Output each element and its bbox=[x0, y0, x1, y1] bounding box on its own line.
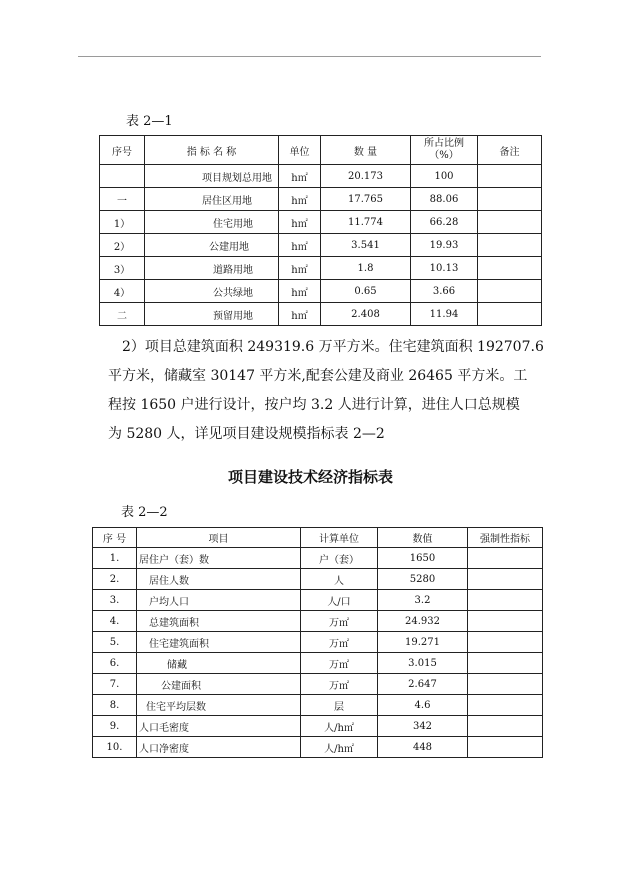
cell-value: 1650 bbox=[378, 548, 468, 569]
cell-unit: h㎡ bbox=[279, 188, 321, 211]
cell-name: 人口净密度 bbox=[137, 737, 301, 758]
table-row bbox=[100, 234, 542, 257]
cell-ratio: 66.28 bbox=[411, 211, 478, 234]
col-header-no: 序号 bbox=[100, 136, 145, 165]
table-row bbox=[93, 611, 543, 632]
cell-unit: 万㎡ bbox=[301, 653, 378, 674]
col-header-unit: 计算单位 bbox=[301, 528, 378, 548]
cell-name: 居住户（套）数 bbox=[137, 548, 301, 569]
cell-mandatory bbox=[468, 632, 543, 653]
cell-mandatory bbox=[468, 674, 543, 695]
cell-no: 1. bbox=[93, 548, 137, 569]
cell-no: 二 bbox=[100, 303, 145, 326]
cell-note bbox=[478, 303, 542, 326]
cell-ratio: 100 bbox=[411, 165, 478, 188]
cell-name: 住宅建筑面积 bbox=[137, 632, 301, 653]
cell-value: 1.8 bbox=[321, 257, 411, 280]
cell-no: 10. bbox=[93, 737, 137, 758]
cell-no: 6. bbox=[93, 653, 137, 674]
cell-name: 总建筑面积 bbox=[137, 611, 301, 632]
table-row bbox=[100, 188, 542, 211]
cell-ratio: 88.06 bbox=[411, 188, 478, 211]
cell-note bbox=[478, 234, 542, 257]
table-row bbox=[93, 716, 543, 737]
cell-mandatory bbox=[468, 653, 543, 674]
cell-name: 人口毛密度 bbox=[137, 716, 301, 737]
cell-note bbox=[478, 165, 542, 188]
cell-value: 448 bbox=[378, 737, 468, 758]
cell-unit: 人 bbox=[301, 569, 378, 590]
cell-mandatory bbox=[468, 695, 543, 716]
cell-no: 2. bbox=[93, 569, 137, 590]
cell-name: 户均人口 bbox=[137, 590, 301, 611]
cell-mandatory bbox=[468, 548, 543, 569]
cell-value: 2.408 bbox=[321, 303, 411, 326]
cell-value: 24.932 bbox=[378, 611, 468, 632]
cell-mandatory bbox=[468, 590, 543, 611]
cell-no: 一 bbox=[100, 188, 145, 211]
cell-value: 2.647 bbox=[378, 674, 468, 695]
cell-unit: 层 bbox=[301, 695, 378, 716]
cell-no: 2） bbox=[100, 234, 145, 257]
paragraph-line: 平方米，储藏室 30147 平方米,配套公建及商业 26465 平方米。工 bbox=[108, 368, 528, 384]
cell-ratio: 10.13 bbox=[411, 257, 478, 280]
cell-unit: 户（套） bbox=[301, 548, 378, 569]
table-header-row bbox=[93, 528, 543, 548]
cell-value: 17.765 bbox=[321, 188, 411, 211]
table-header-row bbox=[100, 136, 542, 165]
cell-unit: 万㎡ bbox=[301, 674, 378, 695]
cell-note bbox=[478, 257, 542, 280]
cell-name: 项目规划总用地 bbox=[145, 165, 279, 188]
cell-value: 0.65 bbox=[321, 280, 411, 303]
col-header-item: 项目 bbox=[137, 528, 301, 548]
table2-caption: 表 2—2 bbox=[121, 505, 168, 520]
table-row bbox=[93, 590, 543, 611]
cell-value: 11.774 bbox=[321, 211, 411, 234]
cell-value: 342 bbox=[378, 716, 468, 737]
col-header-no: 序 号 bbox=[93, 528, 137, 548]
cell-name: 住宅用地 bbox=[145, 211, 279, 234]
cell-unit: h㎡ bbox=[279, 165, 321, 188]
table-row bbox=[93, 569, 543, 590]
col-header-ratio: 所占比例 （%） bbox=[411, 136, 478, 165]
table-row bbox=[93, 653, 543, 674]
cell-unit: h㎡ bbox=[279, 257, 321, 280]
technical-economic-indicator-table bbox=[92, 527, 543, 758]
cell-no: 4） bbox=[100, 280, 145, 303]
table-row bbox=[100, 257, 542, 280]
cell-no: 9. bbox=[93, 716, 137, 737]
land-use-table bbox=[99, 135, 542, 326]
cell-ratio: 19.93 bbox=[411, 234, 478, 257]
cell-mandatory bbox=[468, 716, 543, 737]
cell-name: 居住区用地 bbox=[145, 188, 279, 211]
cell-name: 公建面积 bbox=[137, 674, 301, 695]
cell-unit: 万㎡ bbox=[301, 632, 378, 653]
section-heading: 项目建设技术经济指标表 bbox=[227, 468, 393, 486]
cell-unit: 人/h㎡ bbox=[301, 716, 378, 737]
cell-unit: h㎡ bbox=[279, 280, 321, 303]
cell-unit: 人/h㎡ bbox=[301, 737, 378, 758]
col-header-value: 数值 bbox=[378, 528, 468, 548]
cell-no: 3. bbox=[93, 590, 137, 611]
paragraph-line: 程按 1650 户进行设计，按户均 3.2 人进行计算，进住人口总规模 bbox=[108, 397, 520, 413]
cell-value: 20.173 bbox=[321, 165, 411, 188]
header-rule bbox=[78, 56, 541, 57]
body-paragraph bbox=[108, 333, 578, 449]
cell-no: 1） bbox=[100, 211, 145, 234]
cell-unit: 人/口 bbox=[301, 590, 378, 611]
cell-note bbox=[478, 211, 542, 234]
cell-no: 5. bbox=[93, 632, 137, 653]
col-header-unit: 单位 bbox=[279, 136, 321, 165]
table-row bbox=[93, 674, 543, 695]
cell-mandatory bbox=[468, 611, 543, 632]
cell-no: 7. bbox=[93, 674, 137, 695]
table-row bbox=[93, 737, 543, 758]
cell-no: 8. bbox=[93, 695, 137, 716]
col-header-note: 备注 bbox=[478, 136, 542, 165]
cell-unit: h㎡ bbox=[279, 211, 321, 234]
col-header-name: 指 标 名 称 bbox=[145, 136, 279, 165]
cell-no bbox=[100, 165, 145, 188]
cell-name: 道路用地 bbox=[145, 257, 279, 280]
table-row bbox=[93, 695, 543, 716]
paragraph-line: 2）项目总建筑面积 249319.6 万平方米。住宅建筑面积 192707.6 bbox=[122, 339, 544, 355]
cell-name: 储藏 bbox=[137, 653, 301, 674]
cell-value: 3.015 bbox=[378, 653, 468, 674]
cell-unit: 万㎡ bbox=[301, 611, 378, 632]
cell-ratio: 11.94 bbox=[411, 303, 478, 326]
cell-name: 预留用地 bbox=[145, 303, 279, 326]
col-header-value: 数 量 bbox=[321, 136, 411, 165]
cell-value: 19.271 bbox=[378, 632, 468, 653]
table1-caption: 表 2—1 bbox=[126, 114, 173, 129]
cell-note bbox=[478, 280, 542, 303]
cell-ratio: 3.66 bbox=[411, 280, 478, 303]
cell-mandatory bbox=[468, 737, 543, 758]
table-row bbox=[100, 165, 542, 188]
cell-name: 住宅平均层数 bbox=[137, 695, 301, 716]
cell-unit: h㎡ bbox=[279, 303, 321, 326]
table-row bbox=[100, 303, 542, 326]
cell-name: 公建用地 bbox=[145, 234, 279, 257]
cell-value: 4.6 bbox=[378, 695, 468, 716]
table-row bbox=[100, 280, 542, 303]
cell-note bbox=[478, 188, 542, 211]
cell-no: 3） bbox=[100, 257, 145, 280]
table-row bbox=[93, 632, 543, 653]
cell-value: 3.2 bbox=[378, 590, 468, 611]
cell-value: 3.541 bbox=[321, 234, 411, 257]
cell-name: 公共绿地 bbox=[145, 280, 279, 303]
col-header-mandatory: 强制性指标 bbox=[468, 528, 543, 548]
cell-name: 居住人数 bbox=[137, 569, 301, 590]
cell-no: 4. bbox=[93, 611, 137, 632]
cell-mandatory bbox=[468, 569, 543, 590]
cell-unit: h㎡ bbox=[279, 234, 321, 257]
cell-value: 5280 bbox=[378, 569, 468, 590]
paragraph-line: 为 5280 人，详见项目建设规模指标表 2—2 bbox=[108, 426, 385, 442]
table-row bbox=[93, 548, 543, 569]
table-row bbox=[100, 211, 542, 234]
